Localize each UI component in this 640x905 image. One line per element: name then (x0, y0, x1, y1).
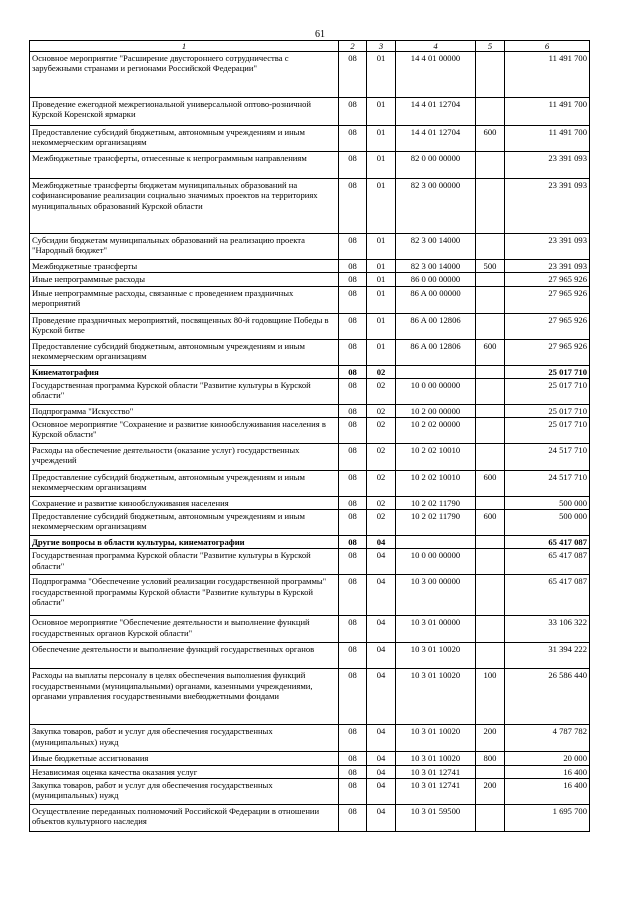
table-row (30, 725, 590, 752)
row-target-article: 10 3 01 12741 (396, 778, 476, 804)
row-subsection: 04 (367, 725, 396, 752)
row-name: Предоставление субсидий бюджетным, автономным учреждениям и иным некоммерческим организациям (30, 510, 339, 536)
row-subsection: 01 (367, 260, 396, 273)
table-row (30, 126, 590, 152)
row-target-article: 82 3 00 00000 (396, 179, 476, 234)
row-name: Кинематография (30, 365, 339, 378)
table-row (30, 286, 590, 313)
row-section: 08 (339, 365, 367, 378)
row-name: Основное мероприятие "Сохранение и развитие кинообслуживания населения в Курской области" (30, 418, 339, 444)
row-section: 08 (339, 575, 367, 616)
row-name: Расходы на обеспечение деятельности (оказание услуг) государственных учреждений (30, 444, 339, 471)
table-row (30, 497, 590, 510)
table-row (30, 179, 590, 234)
row-subsection: 04 (367, 536, 396, 549)
row-target-article: 10 0 00 00000 (396, 549, 476, 575)
row-subsection: 02 (367, 378, 396, 404)
row-expense-type: 500 (476, 260, 505, 273)
row-name: Обеспечение деятельности и выполнение функций государственных органов (30, 643, 339, 669)
row-subsection: 01 (367, 273, 396, 286)
row-name: Основное мероприятие "Расширение двустороннего сотрудничества с зарубежными странами и регионами Российской Федерации" (30, 52, 339, 98)
row-subsection: 04 (367, 804, 396, 831)
row-name: Государственная программа Курской области "Развитие культуры в Курской области" (30, 549, 339, 575)
table-row (30, 444, 590, 471)
table-row (30, 575, 590, 616)
row-expense-type: 200 (476, 725, 505, 752)
row-target-article: 10 2 02 10010 (396, 444, 476, 471)
table-row (30, 643, 590, 669)
row-target-article (396, 536, 476, 549)
row-target-article: 82 0 00 00000 (396, 152, 476, 179)
row-expense-type: 600 (476, 510, 505, 536)
row-subsection: 02 (367, 497, 396, 510)
row-target-article: 10 2 02 11790 (396, 497, 476, 510)
row-subsection: 04 (367, 669, 396, 725)
row-section: 08 (339, 378, 367, 404)
table-row (30, 273, 590, 286)
row-name: Закупка товаров, работ и услуг для обеспечения государственных (муниципальных) нужд (30, 725, 339, 752)
row-amount: 20 000 (505, 752, 590, 765)
header-cell-section: 2 (339, 41, 367, 52)
row-amount: 11 491 700 (505, 52, 590, 98)
table-row (30, 418, 590, 444)
row-name: Межбюджетные трансферты (30, 260, 339, 273)
row-expense-type (476, 179, 505, 234)
row-expense-type (476, 497, 505, 510)
row-subsection: 01 (367, 179, 396, 234)
row-section: 08 (339, 643, 367, 669)
row-amount: 25 017 710 (505, 378, 590, 404)
row-name: Субсидии бюджетам муниципальных образований на реализацию проекта "Народный бюджет" (30, 234, 339, 260)
table-row (30, 765, 590, 778)
row-expense-type (476, 536, 505, 549)
row-subsection: 04 (367, 616, 396, 643)
row-amount: 500 000 (505, 510, 590, 536)
row-amount: 24 517 710 (505, 471, 590, 497)
row-subsection: 01 (367, 98, 396, 126)
page-number: 61 (315, 29, 325, 40)
row-amount: 65 417 087 (505, 549, 590, 575)
row-amount: 23 391 093 (505, 179, 590, 234)
row-target-article: 82 3 00 14000 (396, 260, 476, 273)
row-target-article (396, 365, 476, 378)
row-target-article: 10 3 01 10020 (396, 669, 476, 725)
row-name: Проведение праздничных мероприятий, посвященных 80-й годовщине Победы в Курской битве (30, 313, 339, 339)
row-expense-type: 600 (476, 126, 505, 152)
row-amount: 65 417 087 (505, 536, 590, 549)
row-subsection: 02 (367, 510, 396, 536)
row-amount: 1 695 700 (505, 804, 590, 831)
row-name: Подпрограмма "Обеспечение условий реализации государственной программы" государственной программы Курской области "Развитие культуры в Курской области" (30, 575, 339, 616)
table-row (30, 98, 590, 126)
row-target-article: 14 4 01 00000 (396, 52, 476, 98)
row-section: 08 (339, 549, 367, 575)
row-subsection: 04 (367, 643, 396, 669)
row-target-article: 14 4 01 12704 (396, 98, 476, 126)
row-subsection: 04 (367, 778, 396, 804)
row-name: Иные непрограммные расходы (30, 273, 339, 286)
row-section: 08 (339, 725, 367, 752)
row-expense-type (476, 643, 505, 669)
row-target-article: 10 0 00 00000 (396, 378, 476, 404)
row-target-article: 10 3 01 10020 (396, 725, 476, 752)
row-expense-type (476, 234, 505, 260)
row-section: 08 (339, 339, 367, 365)
row-section: 08 (339, 778, 367, 804)
row-expense-type (476, 273, 505, 286)
row-name: Предоставление субсидий бюджетным, автономным учреждениям и иным некоммерческим организациям (30, 471, 339, 497)
row-name: Независимая оценка качества оказания услуг (30, 765, 339, 778)
row-section: 08 (339, 510, 367, 536)
row-subsection: 02 (367, 404, 396, 417)
row-amount: 65 417 087 (505, 575, 590, 616)
row-amount: 31 394 222 (505, 643, 590, 669)
row-expense-type (476, 378, 505, 404)
row-section: 08 (339, 616, 367, 643)
row-name: Межбюджетные трансферты бюджетам муниципальных образований на софинансирование реализации социально значимых проектов на территориях муниципальных образований Курской области (30, 179, 339, 234)
row-expense-type (476, 765, 505, 778)
row-target-article: 86 A 00 12806 (396, 339, 476, 365)
row-amount: 4 787 782 (505, 725, 590, 752)
row-section: 08 (339, 98, 367, 126)
row-name: Другие вопросы в области культуры, кинематографии (30, 536, 339, 549)
row-section: 08 (339, 152, 367, 179)
row-expense-type (476, 52, 505, 98)
row-amount: 27 965 926 (505, 273, 590, 286)
header-cell-name: 1 (30, 41, 339, 52)
row-subsection: 01 (367, 52, 396, 98)
row-amount: 23 391 093 (505, 234, 590, 260)
row-expense-type (476, 575, 505, 616)
row-section: 08 (339, 273, 367, 286)
row-subsection: 01 (367, 286, 396, 313)
row-subsection: 01 (367, 234, 396, 260)
row-target-article: 10 2 02 00000 (396, 418, 476, 444)
row-expense-type: 600 (476, 471, 505, 497)
row-target-article: 10 2 00 00000 (396, 404, 476, 417)
row-name: Иные бюджетные ассигнования (30, 752, 339, 765)
row-expense-type: 800 (476, 752, 505, 765)
row-subsection: 01 (367, 126, 396, 152)
row-name: Предоставление субсидий бюджетным, автономным учреждениям и иным некоммерческим организациям (30, 339, 339, 365)
row-section: 08 (339, 471, 367, 497)
row-amount: 500 000 (505, 497, 590, 510)
row-expense-type (476, 549, 505, 575)
header-row (30, 41, 590, 52)
table-row (30, 616, 590, 643)
row-section: 08 (339, 804, 367, 831)
row-amount: 16 400 (505, 778, 590, 804)
row-name: Подпрограмма "Искусство" (30, 404, 339, 417)
row-name: Межбюджетные трансферты, отнесенные к непрограммным направлениям (30, 152, 339, 179)
row-expense-type (476, 804, 505, 831)
table-row (30, 778, 590, 804)
row-amount: 27 965 926 (505, 339, 590, 365)
row-expense-type (476, 444, 505, 471)
row-amount: 25 017 710 (505, 418, 590, 444)
row-section: 08 (339, 752, 367, 765)
table-row (30, 378, 590, 404)
row-amount: 23 391 093 (505, 152, 590, 179)
row-amount: 33 106 322 (505, 616, 590, 643)
table-row (30, 404, 590, 417)
row-section: 08 (339, 179, 367, 234)
budget-table (29, 40, 590, 832)
row-expense-type (476, 313, 505, 339)
row-name: Предоставление субсидий бюджетным, автономным учреждениям и иным некоммерческим организациям (30, 126, 339, 152)
row-name: Иные непрограммные расходы, связанные с проведением праздничных мероприятий (30, 286, 339, 313)
row-name: Проведение ежегодной межрегиональной универсальной оптово-розничной Курской Коренской ярмарки (30, 98, 339, 126)
row-name: Закупка товаров, работ и услуг для обеспечения государственных (муниципальных) нужд (30, 778, 339, 804)
row-target-article: 10 3 01 12741 (396, 765, 476, 778)
row-target-article: 10 3 00 00000 (396, 575, 476, 616)
row-expense-type: 200 (476, 778, 505, 804)
row-subsection: 01 (367, 313, 396, 339)
row-amount: 25 017 710 (505, 404, 590, 417)
row-subsection: 04 (367, 752, 396, 765)
row-section: 08 (339, 126, 367, 152)
header-cell-target-article: 4 (396, 41, 476, 52)
row-section: 08 (339, 765, 367, 778)
row-target-article: 86 0 00 00000 (396, 273, 476, 286)
row-target-article: 10 3 01 00000 (396, 616, 476, 643)
row-section: 08 (339, 313, 367, 339)
row-amount: 27 965 926 (505, 286, 590, 313)
row-subsection: 01 (367, 152, 396, 179)
table-row (30, 313, 590, 339)
row-subsection: 01 (367, 339, 396, 365)
row-name: Основное мероприятие "Обеспечение деятельности и выполнение функций государственных органов Курской области" (30, 616, 339, 643)
row-target-article: 14 4 01 12704 (396, 126, 476, 152)
header-cell-amount: 6 (505, 41, 590, 52)
row-subsection: 02 (367, 444, 396, 471)
row-section: 08 (339, 260, 367, 273)
row-expense-type (476, 616, 505, 643)
table-row (30, 752, 590, 765)
row-name: Расходы на выплаты персоналу в целях обеспечения выполнения функций государственными (муниципальными) органами, казенными учреждениями, органами управления государственными внебюджетными фондами (30, 669, 339, 725)
table-row (30, 260, 590, 273)
row-subsection: 04 (367, 549, 396, 575)
table-row (30, 152, 590, 179)
row-amount: 11 491 700 (505, 126, 590, 152)
row-target-article: 10 2 02 11790 (396, 510, 476, 536)
row-target-article: 10 3 01 10020 (396, 752, 476, 765)
row-section: 08 (339, 286, 367, 313)
header-cell-subsection: 3 (367, 41, 396, 52)
table-row (30, 52, 590, 98)
table-row (30, 536, 590, 549)
row-amount: 26 586 440 (505, 669, 590, 725)
row-name: Государственная программа Курской области "Развитие культуры в Курской области" (30, 378, 339, 404)
row-amount: 25 017 710 (505, 365, 590, 378)
table-row (30, 510, 590, 536)
row-expense-type (476, 418, 505, 444)
row-amount: 23 391 093 (505, 260, 590, 273)
table-row (30, 471, 590, 497)
row-expense-type (476, 404, 505, 417)
row-section: 08 (339, 669, 367, 725)
header-cell-expense-type: 5 (476, 41, 505, 52)
row-name: Осуществление переданных полномочий Российской Федерации в отношении объектов культурного наследия (30, 804, 339, 831)
row-expense-type (476, 365, 505, 378)
row-amount: 11 491 700 (505, 98, 590, 126)
row-expense-type (476, 152, 505, 179)
row-expense-type (476, 98, 505, 126)
row-amount: 16 400 (505, 765, 590, 778)
row-target-article: 86 A 00 00000 (396, 286, 476, 313)
row-subsection: 02 (367, 365, 396, 378)
row-amount: 24 517 710 (505, 444, 590, 471)
row-expense-type: 600 (476, 339, 505, 365)
row-section: 08 (339, 52, 367, 98)
row-section: 08 (339, 497, 367, 510)
row-section: 08 (339, 234, 367, 260)
row-subsection: 04 (367, 575, 396, 616)
row-section: 08 (339, 444, 367, 471)
table-row (30, 234, 590, 260)
row-section: 08 (339, 418, 367, 444)
row-expense-type: 100 (476, 669, 505, 725)
row-subsection: 04 (367, 765, 396, 778)
row-amount: 27 965 926 (505, 313, 590, 339)
row-section: 08 (339, 404, 367, 417)
row-expense-type (476, 286, 505, 313)
table-row (30, 804, 590, 831)
table-row (30, 549, 590, 575)
row-target-article: 10 3 01 59500 (396, 804, 476, 831)
row-name: Сохранение и развитие кинообслуживания населения (30, 497, 339, 510)
table-row (30, 339, 590, 365)
table-row (30, 365, 590, 378)
row-subsection: 02 (367, 418, 396, 444)
row-subsection: 02 (367, 471, 396, 497)
row-section: 08 (339, 536, 367, 549)
row-target-article: 82 3 00 14000 (396, 234, 476, 260)
row-target-article: 10 2 02 10010 (396, 471, 476, 497)
budget-table-body (30, 41, 590, 832)
row-target-article: 10 3 01 10020 (396, 643, 476, 669)
table-row (30, 669, 590, 725)
row-target-article: 86 A 00 12806 (396, 313, 476, 339)
